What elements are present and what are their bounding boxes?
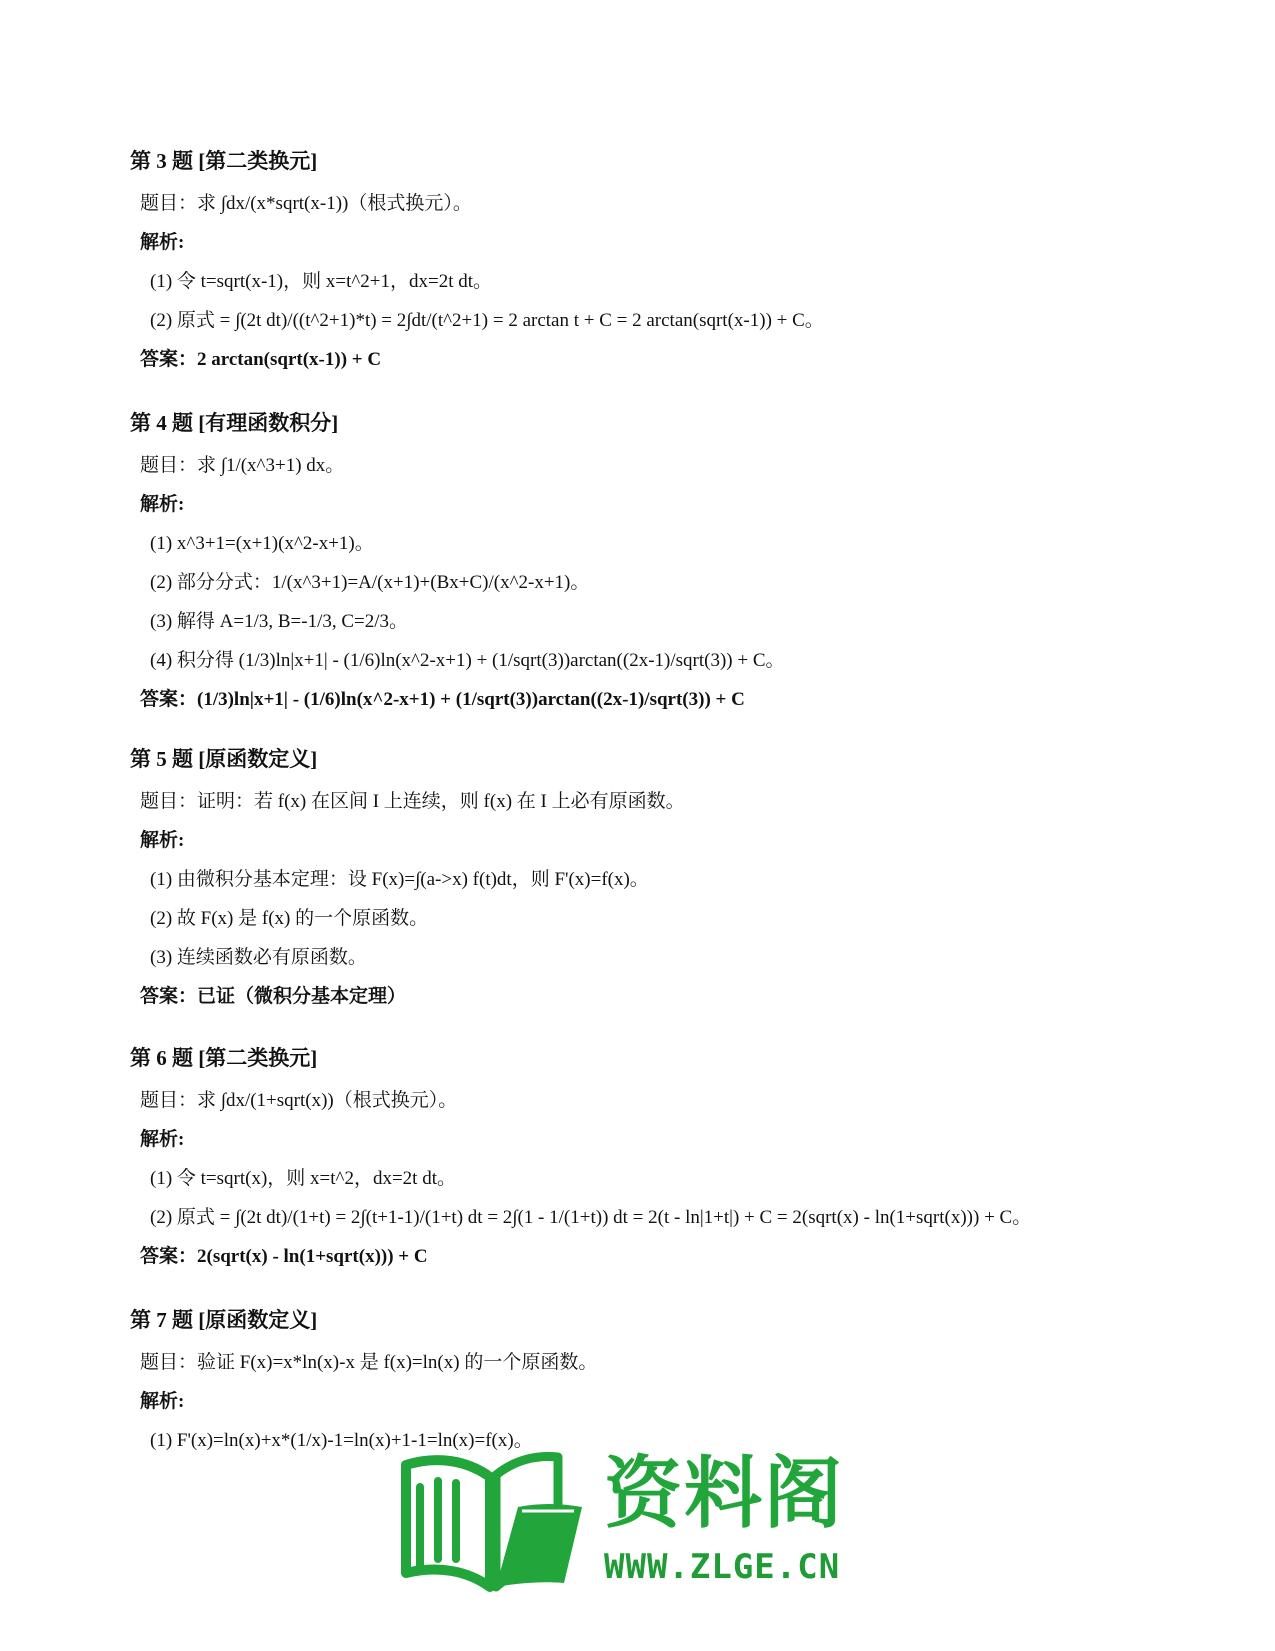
watermark-brand: 资料阁 <box>604 1449 845 1539</box>
analysis-step: (3) 解得 A=1/3, B=-1/3, C=2/3。 <box>150 611 409 632</box>
answer-line: 答案：2 arctan(sqrt(x-1)) + C <box>140 349 382 370</box>
problem-question: 题目：求 ∫1/(x^3+1) dx。 <box>140 455 345 476</box>
problem-question: 题目：求 ∫dx/(x*sqrt(x-1))（根式换元）。 <box>140 193 472 214</box>
analysis-label: 解析: <box>140 1391 185 1412</box>
analysis-step: (1) 令 t=sqrt(x)，则 x=t^2，dx=2t dt。 <box>150 1168 456 1189</box>
problem-title: 第 5 题 [原函数定义] <box>130 747 318 771</box>
problem-title: 第 3 题 [第二类换元] <box>130 149 318 173</box>
analysis-step: (3) 连续函数必有原函数。 <box>150 947 367 968</box>
analysis-step: (2) 原式 = ∫(2t dt)/((t^2+1)*t) = 2∫dt/(t^2+1) = 2 arctan t + C = 2 arctan(sqrt(x-1)) + C。 <box>150 310 824 331</box>
analysis-step: (2) 原式 = ∫(2t dt)/(1+t) = 2∫(t+1-1)/(1+t) dt = 2∫(1 - 1/(1+t)) dt = 2(t - ln|1+t|) + C = 2(sqrt(x) - ln(1+sqrt(x))) + C。 <box>150 1207 1032 1228</box>
watermark-url: WWW.ZLGE.CN <box>604 1547 841 1587</box>
analysis-label: 解析: <box>140 830 185 851</box>
problem-6 <box>130 1043 1240 1276</box>
answer-line: 答案：(1/3)ln|x+1| - (1/6)ln(x^2-x+1) + (1/sqrt(3))arctan((2x-1)/sqrt(3)) + C <box>140 689 745 710</box>
analysis-step: (2) 部分分式：1/(x^3+1)=A/(x+1)+(Bx+C)/(x^2-x+1)。 <box>150 572 590 593</box>
problem-3 <box>130 146 1240 379</box>
analysis-step: (1) F'(x)=ln(x)+x*(1/x)-1=ln(x)+1-1=ln(x)=f(x)。 <box>150 1430 533 1451</box>
problem-title: 第 6 题 [第二类换元] <box>130 1046 318 1070</box>
problem-question: 题目：验证 F(x)=x*ln(x)-x 是 f(x)=ln(x) 的一个原函数。 <box>140 1352 598 1373</box>
analysis-step: (1) 由微积分基本定理：设 F(x)=∫(a->x) f(t)dt，则 F'(x)=f(x)。 <box>150 869 649 890</box>
analysis-step: (1) 令 t=sqrt(x-1)，则 x=t^2+1，dx=2t dt。 <box>150 271 493 292</box>
answer-line: 答案：已证（微积分基本定理） <box>140 986 407 1007</box>
analysis-label: 解析: <box>140 494 185 515</box>
analysis-step: (2) 故 F(x) 是 f(x) 的一个原函数。 <box>150 908 429 929</box>
analysis-step: (1) x^3+1=(x+1)(x^2-x+1)。 <box>150 533 374 554</box>
problem-4 <box>130 408 1240 719</box>
problem-question: 题目：证明：若 f(x) 在区间 I 上连续，则 f(x) 在 I 上必有原函数。 <box>140 791 685 812</box>
analysis-label: 解析: <box>140 232 185 253</box>
watermark-logo <box>398 1447 868 1592</box>
problem-7 <box>130 1305 1240 1460</box>
answer-line: 答案：2(sqrt(x) - ln(1+sqrt(x))) + C <box>140 1246 428 1267</box>
analysis-step: (4) 积分得 (1/3)ln|x+1| - (1/6)ln(x^2-x+1) + (1/sqrt(3))arctan((2x-1)/sqrt(3)) + C。 <box>150 650 785 671</box>
analysis-label: 解析: <box>140 1129 185 1150</box>
problem-title: 第 7 题 [原函数定义] <box>130 1308 318 1332</box>
problem-5 <box>130 744 1240 1016</box>
problem-question: 题目：求 ∫dx/(1+sqrt(x))（根式换元）。 <box>140 1090 458 1111</box>
problem-title: 第 4 题 [有理函数积分] <box>130 411 339 435</box>
open-book-icon <box>398 1447 588 1592</box>
